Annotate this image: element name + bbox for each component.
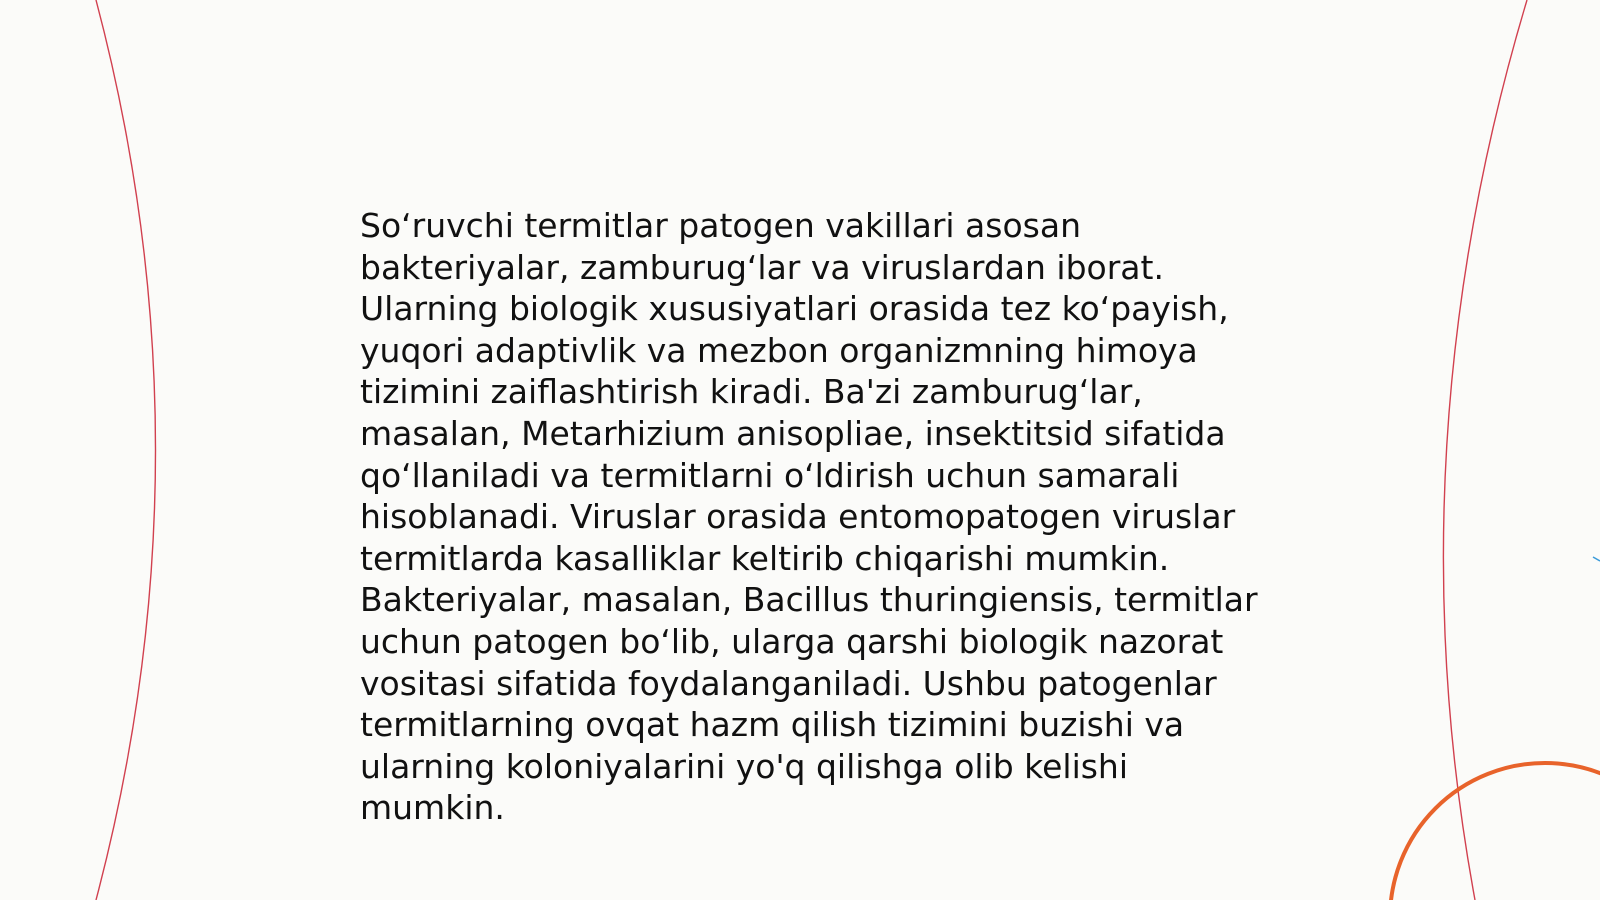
paragraph-line: tizimini zaiflashtirish kiradi. Ba'zi zamburug‘lar, xyxy=(360,372,1143,412)
paragraph-line: ularning koloniyalarini yo'q qilishga olib kelishi xyxy=(360,746,1129,786)
left-arc-line xyxy=(96,0,156,900)
paragraph-line: hisoblanadi. Viruslar orasida entomopatogen viruslar xyxy=(360,497,1236,537)
paragraph-line: termitlarning ovqat hazm qilish tizimini buzishi va xyxy=(360,705,1185,745)
paragraph-line: Ularning biologik xususiyatlari orasida tez ko‘payish, xyxy=(360,289,1229,329)
paragraph-line: So‘ruvchi termitlar patogen vakillari asosan xyxy=(360,206,1081,245)
accent-circle-outline xyxy=(1390,763,1600,900)
paragraph-line: Bakteriyalar, masalan, Bacillus thuringiensis, termitlar xyxy=(360,580,1258,620)
paragraph-line: uchun patogen bo‘lib, ularga qarshi biologik nazorat xyxy=(360,621,1224,661)
body-paragraph xyxy=(360,205,1258,829)
paragraph-line: vositasi sifatida foydalanganiladi. Ushbu patogenlar xyxy=(360,663,1217,703)
paragraph-line: termitlarda kasalliklar keltirib chiqarishi mumkin. xyxy=(360,538,1170,578)
accent-tick-mark xyxy=(1593,557,1600,561)
paragraph-line: bakteriyalar, zamburug‘lar va viruslardan iborat. xyxy=(360,247,1164,287)
paragraph-line: masalan, Metarhizium anisopliae, insektitsid sifatida xyxy=(360,413,1226,453)
paragraph-line: yuqori adaptivlik va mezbon organizmning himoya xyxy=(360,330,1198,370)
paragraph-line: qo‘llaniladi va termitlarni o‘ldirish uchun samarali xyxy=(360,455,1180,495)
paragraph-line: mumkin. xyxy=(360,788,505,828)
